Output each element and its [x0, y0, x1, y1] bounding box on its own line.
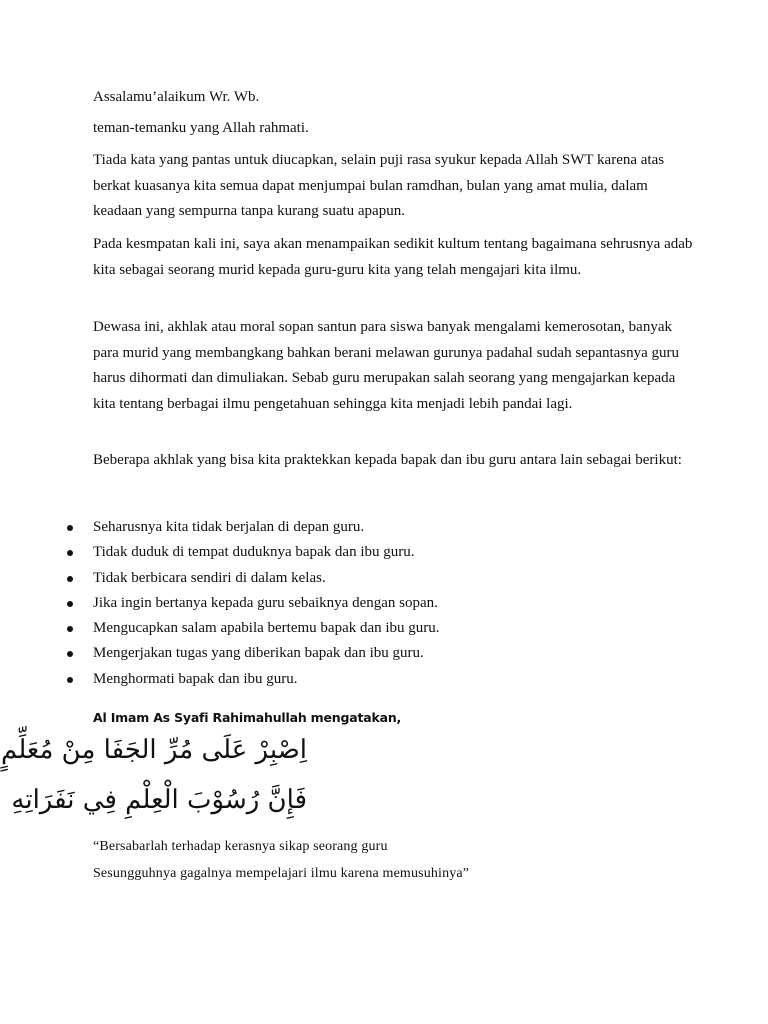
bullet-icon: [67, 576, 73, 582]
quote-translation: [93, 833, 469, 887]
list-item-text: Tidak duduk di tempat duduknya bapak dan ibu guru.: [93, 544, 415, 561]
list-item-text: Mengucapkan salam apabila bertemu bapak dan ibu guru.: [93, 620, 440, 637]
greeting: Assalamu’alaikum Wr. Wb.: [93, 89, 260, 105]
list-item-text: Menghormati bapak dan ibu guru.: [93, 670, 298, 687]
paragraph-context: Dewasa ini, akhlak atau moral sopan santun para siswa banyak mengalami kemerosotan, banyak para murid yang membangkang bahkan berani melawan gurunya padahal sudah sepantasnya guru harus dihormati dan dimuliakan. Sebab guru merupakan salah seorang yang mengajarkan kepada kita tentang berbagai ilmu pengetahuan sehingga kita menjadi lebih pandai lagi.: [93, 319, 680, 412]
paragraph-topic: Pada kesmpatan kali ini, saya akan menampaikan sedikit kultum tentang bagaimana sehrusnya adab kita sebagai seorang murid kepada guru-guru kita yang telah mengajari kita ilmu.: [93, 236, 693, 278]
arabic-verse-line-1: اِصْبِرْ عَلَى مُرِّ الجَفَا مِنْ مُعَلِّمٍ: [1, 735, 307, 765]
list-item-text: Tidak berbicara sendiri di dalam kelas.: [93, 569, 326, 586]
translation-line-1: “Bersabarlah terhadap kerasnya sikap seorang guru: [93, 839, 388, 854]
bullet-icon: [67, 601, 73, 607]
akhlak-list: [0, 515, 768, 692]
list-item-text: Mengerjakan tugas yang diberikan bapak dan ibu guru.: [93, 645, 424, 662]
arabic-verse-line-2: فَإِنَّ رُسُوْبَ الْعِلْمِ فِي نَفَرَاتِهِ: [11, 785, 307, 815]
list-item: [0, 667, 768, 692]
bullet-icon: [67, 626, 73, 632]
list-item: [0, 515, 768, 540]
address-line: teman-temanku yang Allah rahmati.: [93, 120, 309, 136]
list-item-text: Seharusnya kita tidak berjalan di depan guru.: [93, 519, 365, 535]
paragraph-opening: Tiada kata yang pantas untuk diucapkan, selain puji rasa syukur kepada Allah SWT karena atas berkat kuasanya kita semua dapat menjumpai bulan ramdhan, bulan yang amat mulia, dalam keadaan yang sempurna tanpa kurang suatu apapun.: [93, 152, 665, 219]
list-item: [0, 641, 768, 666]
bullet-icon: [67, 550, 73, 556]
quote-attribution: Al Imam As Syafi Rahimahullah mengatakan,: [93, 710, 402, 725]
list-item: [0, 616, 768, 641]
list-item: [0, 566, 768, 591]
list-item: [0, 540, 768, 565]
translation-line-2: Sesungguhnya gagalnya mempelajari ilmu karena memusuhinya”: [93, 866, 470, 881]
list-item-text: Jika ingin bertanya kepada guru sebaiknya dengan sopan.: [93, 594, 438, 611]
bullet-icon: [67, 677, 73, 683]
bullet-icon: [67, 651, 73, 657]
paragraph-intro-list: Beberapa akhlak yang bisa kita praktekkan kepada bapak dan ibu guru antara lain sebagai berikut:: [93, 452, 682, 468]
bullet-icon: [67, 525, 73, 531]
list-item: [0, 591, 768, 616]
